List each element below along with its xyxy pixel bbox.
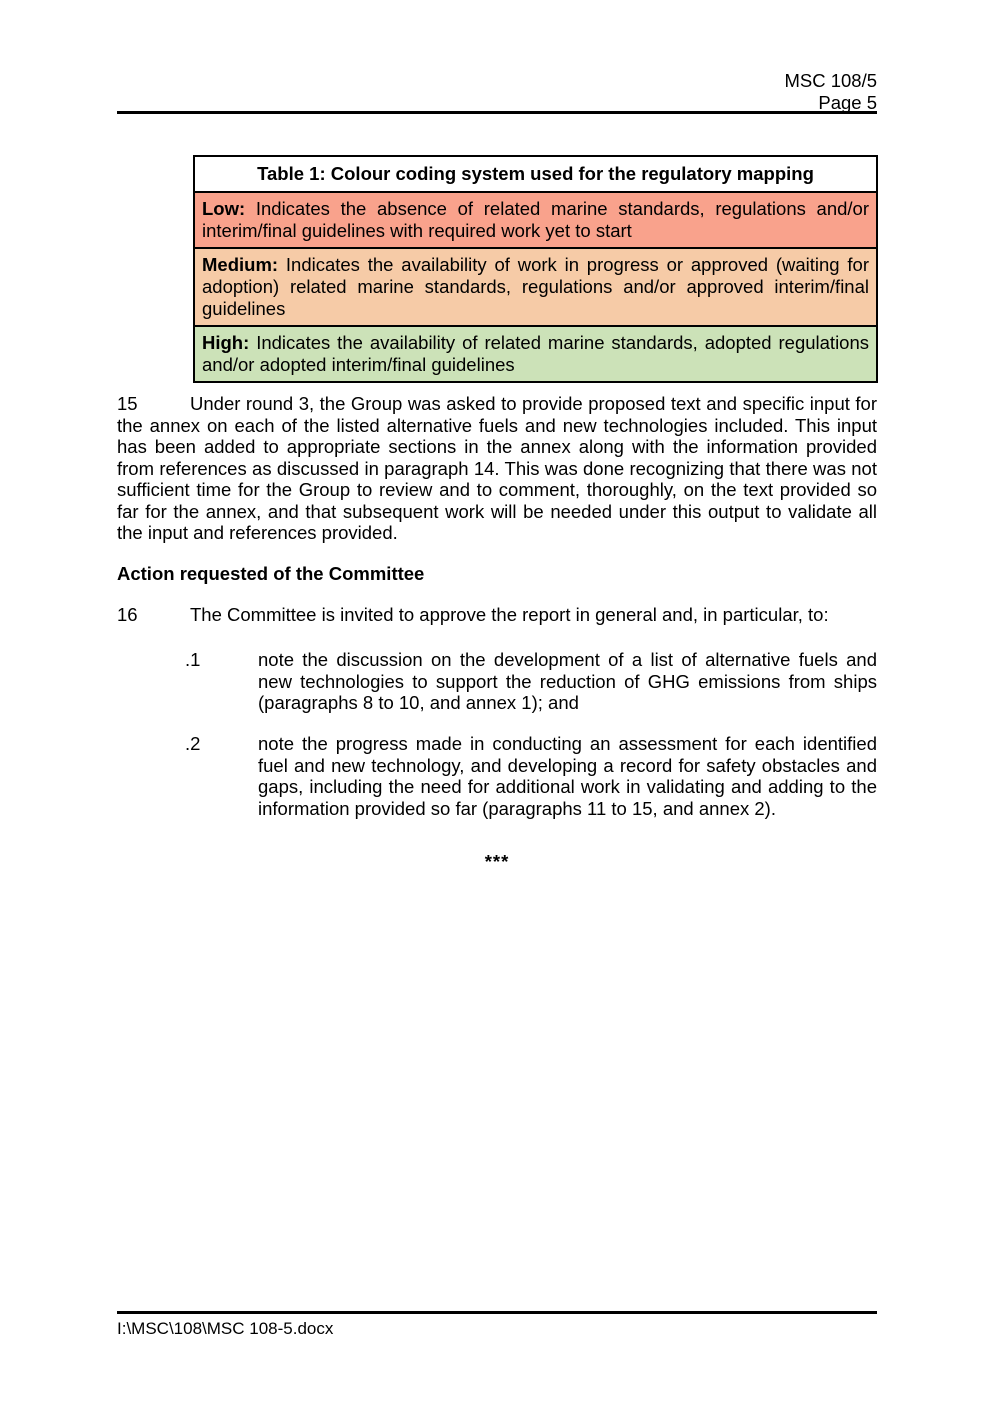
page-number: Page 5 <box>818 91 877 113</box>
doc-symbol: MSC 108/5 <box>784 70 877 91</box>
paragraph-15-text: Under round 3, the Group was asked to provide proposed text and specific input for the annex on each of the listed alternative fuels and new technologies included. This input has been added to appropriate sections in the annex along with the information provided from references as discussed in paragraph 14. This was done recognizing that there was not sufficient time for the Group to review and to comment, thoroughly, on the text provided so far for the annex, and that subsequent work will be needed under this output to validate all the input and references provided. <box>117 393 877 543</box>
asterisk-separator: *** <box>484 851 510 872</box>
row-description-medium: Indicates the availability of work in progress or approved (waiting for adoption) related marine standards, regulations and/or approved interim/final guidelines <box>202 254 869 319</box>
paragraph-16-text: The Committee is invited to approve the report in general and, in particular, to: <box>190 604 829 625</box>
table-row-high <box>195 325 876 381</box>
paragraph-16 <box>117 604 877 626</box>
list-item-2-text: note the progress made in conducting an assessment for each identified fuel and new technology, and developing a record for safety obstacles and gaps, including the need for additional work in validating and adding to the information provided so far (paragraphs 11 to 15, and annex 2). <box>258 733 877 819</box>
list-item-2 <box>117 733 877 819</box>
list-item-1-number: .1 <box>185 649 201 670</box>
paragraph-16-number: 16 <box>117 604 138 625</box>
row-label-high: High: <box>202 332 250 353</box>
footer-rule <box>117 1311 877 1314</box>
paragraph-15 <box>117 393 877 544</box>
header-rule <box>117 111 877 114</box>
file-path: I:\MSC\108\MSC 108-5.docx <box>117 1319 334 1338</box>
table-title: Table 1: Colour coding system used for the regulatory mapping <box>195 157 876 191</box>
section-heading: Action requested of the Committee <box>117 563 425 584</box>
row-label-low: Low: <box>202 198 246 219</box>
table-row-medium <box>195 247 876 325</box>
row-label-medium: Medium: <box>202 254 279 275</box>
page-header <box>784 70 877 113</box>
list-item-2-number: .2 <box>185 733 201 754</box>
paragraph-15-number: 15 <box>117 393 138 414</box>
row-description-high: Indicates the availability of related marine standards, adopted regulations and/or adopted interim/final guidelines <box>202 332 870 375</box>
regulatory-colour-table <box>193 155 878 383</box>
list-item-1-text: note the discussion on the development of a list of alternative fuels and new technologies to support the reduction of GHG emissions from ships (paragraphs 8 to 10, and annex 1); and <box>258 649 877 713</box>
list-item-1 <box>117 649 877 714</box>
table-row-low <box>195 191 876 247</box>
row-description-low: Indicates the absence of related marine standards, regulations and/or interim/final guidelines with required work yet to start <box>202 198 870 241</box>
